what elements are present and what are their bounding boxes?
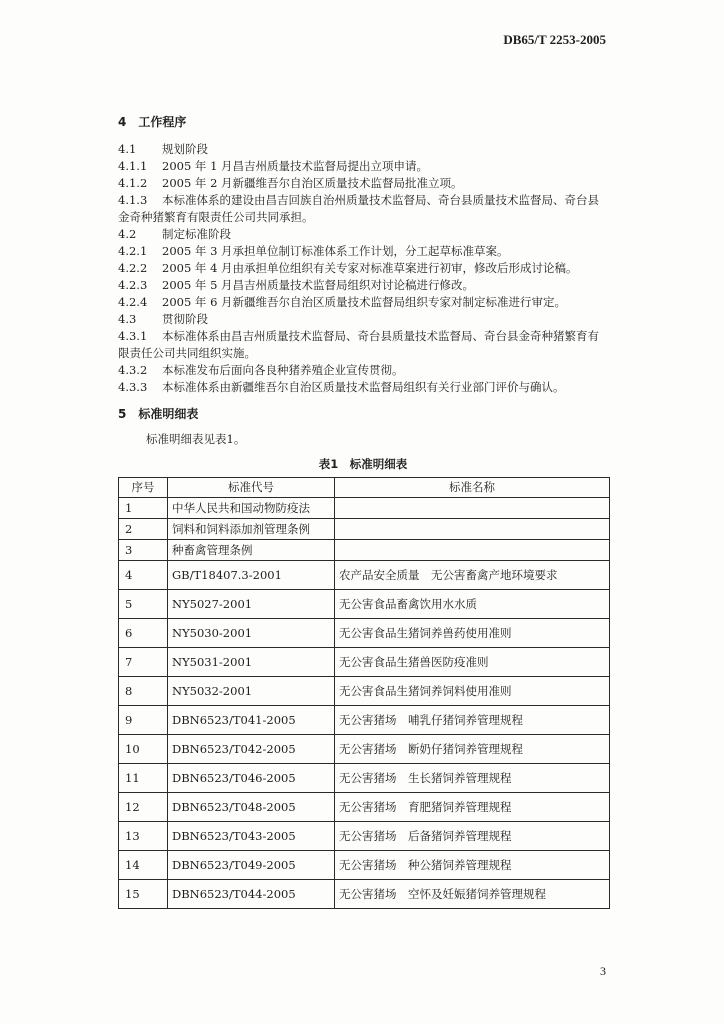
cell-code: 饲料和饲料添加剂管理条例 (168, 519, 335, 540)
clause-line (118, 294, 608, 311)
cell-name: 无公害猪场 育肥猪饲养管理规程 (335, 793, 610, 822)
clause-number: 4.3.3 (118, 380, 148, 394)
table-row (119, 619, 610, 648)
table-row (119, 764, 610, 793)
cell-code: 种畜禽管理条例 (168, 540, 335, 561)
cell-number: 10 (119, 735, 168, 764)
cell-name: 无公害猪场 生长猪饲养管理规程 (335, 764, 610, 793)
clause-text: 2005 年 2 月新疆维吾尔自治区质量技术监督局批准立项。 (162, 176, 463, 190)
cell-name: 无公害猪场 断奶仔猪饲养管理规程 (335, 735, 610, 764)
clause-line (118, 192, 608, 226)
table-row (119, 540, 610, 561)
table-row (119, 706, 610, 735)
cell-number: 14 (119, 851, 168, 880)
cell-name: 无公害猪场 空怀及妊娠猪饲养管理规程 (335, 880, 610, 909)
cell-name: 农产品安全质量 无公害畜禽产地环境要求 (335, 561, 610, 590)
table-row (119, 498, 610, 519)
cell-number: 6 (119, 619, 168, 648)
cell-code: GB/T18407.3-2001 (168, 561, 335, 590)
cell-code: NY5030-2001 (168, 619, 335, 648)
table-row (119, 561, 610, 590)
clause-text: 2005 年 5 月昌吉州质量技术监督局组织对讨论稿进行修改。 (162, 278, 475, 292)
cell-code: NY5032-2001 (168, 677, 335, 706)
cell-number: 15 (119, 880, 168, 909)
table-header-row (119, 478, 610, 498)
cell-name: 无公害猪场 后备猪饲养管理规程 (335, 822, 610, 851)
clause-number: 4.2 (118, 227, 137, 241)
cell-name: 无公害猪场 哺乳仔猪饲养管理规程 (335, 706, 610, 735)
clause-line (118, 328, 608, 362)
cell-number: 4 (119, 561, 168, 590)
section-4-lines (118, 141, 608, 396)
cell-name: 无公害食品生猪饲养兽药使用准则 (335, 619, 610, 648)
clause-line (118, 243, 608, 260)
cell-number: 8 (119, 677, 168, 706)
cell-name (335, 540, 610, 561)
cell-number: 1 (119, 498, 168, 519)
clause-line (118, 226, 608, 243)
clause-number: 4.1 (118, 142, 137, 156)
section-5-title: 5 标准明细表 (118, 407, 199, 421)
cell-number: 12 (119, 793, 168, 822)
clause-text: 规划阶段 (162, 142, 208, 156)
table-row (119, 735, 610, 764)
clause-line (118, 362, 608, 379)
cell-code: DBN6523/T049-2005 (168, 851, 335, 880)
clause-number: 4.1.1 (118, 159, 148, 173)
table-row (119, 519, 610, 540)
cell-code: NY5031-2001 (168, 648, 335, 677)
body-text (118, 114, 608, 909)
table-row (119, 648, 610, 677)
clause-line (118, 277, 608, 294)
clause-line (118, 158, 608, 175)
column-header-code: 标准代号 (168, 478, 335, 498)
table-row (119, 880, 610, 909)
clause-number: 4.3.1 (118, 329, 148, 343)
clause-number: 4.3 (118, 312, 137, 326)
cell-code: DBN6523/T044-2005 (168, 880, 335, 909)
cell-code: DBN6523/T043-2005 (168, 822, 335, 851)
column-header-name: 标准名称 (335, 478, 610, 498)
clause-number: 4.1.3 (118, 193, 148, 207)
cell-code: DBN6523/T048-2005 (168, 793, 335, 822)
clause-text: 2005 年 3 月承担单位制订标准体系工作计划，分工起草标准草案。 (162, 244, 509, 258)
clause-text: 制定标准阶段 (162, 227, 231, 241)
page-number: 3 (600, 964, 606, 978)
cell-number: 13 (119, 822, 168, 851)
table-body (119, 498, 610, 909)
column-header-no: 序号 (119, 478, 168, 498)
cell-number: 11 (119, 764, 168, 793)
cell-name: 无公害食品畜禽饮用水水质 (335, 590, 610, 619)
cell-name (335, 519, 610, 540)
cell-code: 中华人民共和国动物防疫法 (168, 498, 335, 519)
standards-table (118, 477, 610, 909)
cell-number: 3 (119, 540, 168, 561)
clause-text: 本标准体系由昌吉州质量技术监督局、奇台县质量技术监督局、奇台县金奇种猪繁育有限责任公司共同组织实施。 (118, 329, 599, 360)
clause-line (118, 379, 608, 396)
clause-text: 贯彻阶段 (162, 312, 208, 326)
clause-text: 本标准体系由新疆维吾尔自治区质量技术监督局组织有关行业部门评价与确认。 (162, 380, 565, 394)
clause-number: 4.3.2 (118, 363, 148, 377)
clause-line (118, 175, 608, 192)
cell-code: DBN6523/T046-2005 (168, 764, 335, 793)
clause-line (118, 141, 608, 158)
cell-code: NY5027-2001 (168, 590, 335, 619)
clause-text: 2005 年 6 月新疆维吾尔自治区质量技术监督局组织专家对制定标准进行审定。 (162, 295, 567, 309)
clause-line (118, 311, 608, 328)
table-row (119, 822, 610, 851)
table-row (119, 590, 610, 619)
cell-name: 无公害食品生猪兽医防疫准则 (335, 648, 610, 677)
clause-text: 本标准发布后面向各良种猪养殖企业宣传贯彻。 (162, 363, 404, 377)
section-5-intro: 标准明细表见表1。 (146, 432, 246, 446)
clause-number: 4.2.4 (118, 295, 148, 309)
cell-number: 2 (119, 519, 168, 540)
table-row (119, 677, 610, 706)
document-code: DB65/T 2253-2005 (503, 32, 606, 47)
cell-code: DBN6523/T041-2005 (168, 706, 335, 735)
clause-number: 4.2.2 (118, 261, 148, 275)
clause-number: 4.1.2 (118, 176, 148, 190)
table-row (119, 793, 610, 822)
clause-line (118, 260, 608, 277)
cell-number: 7 (119, 648, 168, 677)
cell-code: DBN6523/T042-2005 (168, 735, 335, 764)
clause-number: 4.2.1 (118, 244, 148, 258)
cell-number: 5 (119, 590, 168, 619)
clause-text: 2005 年 4 月由承担单位组织有关专家对标准草案进行初审，修改后形成讨论稿。 (162, 261, 578, 275)
clause-text: 2005 年 1 月昌吉州质量技术监督局提出立项申请。 (162, 159, 429, 173)
cell-name: 无公害食品生猪饲养饲料使用准则 (335, 677, 610, 706)
clause-number: 4.2.3 (118, 278, 148, 292)
cell-name (335, 498, 610, 519)
cell-name: 无公害猪场 种公猪饲养管理规程 (335, 851, 610, 880)
clause-text: 本标准体系的建设由昌吉回族自治州质量技术监督局、奇台县质量技术监督局、奇台县金奇种猪繁育有限责任公司共同承担。 (118, 193, 599, 224)
table-row (119, 851, 610, 880)
section-4-title: 4 工作程序 (118, 115, 187, 129)
cell-number: 9 (119, 706, 168, 735)
table-caption: 表1 标准明细表 (318, 457, 408, 471)
